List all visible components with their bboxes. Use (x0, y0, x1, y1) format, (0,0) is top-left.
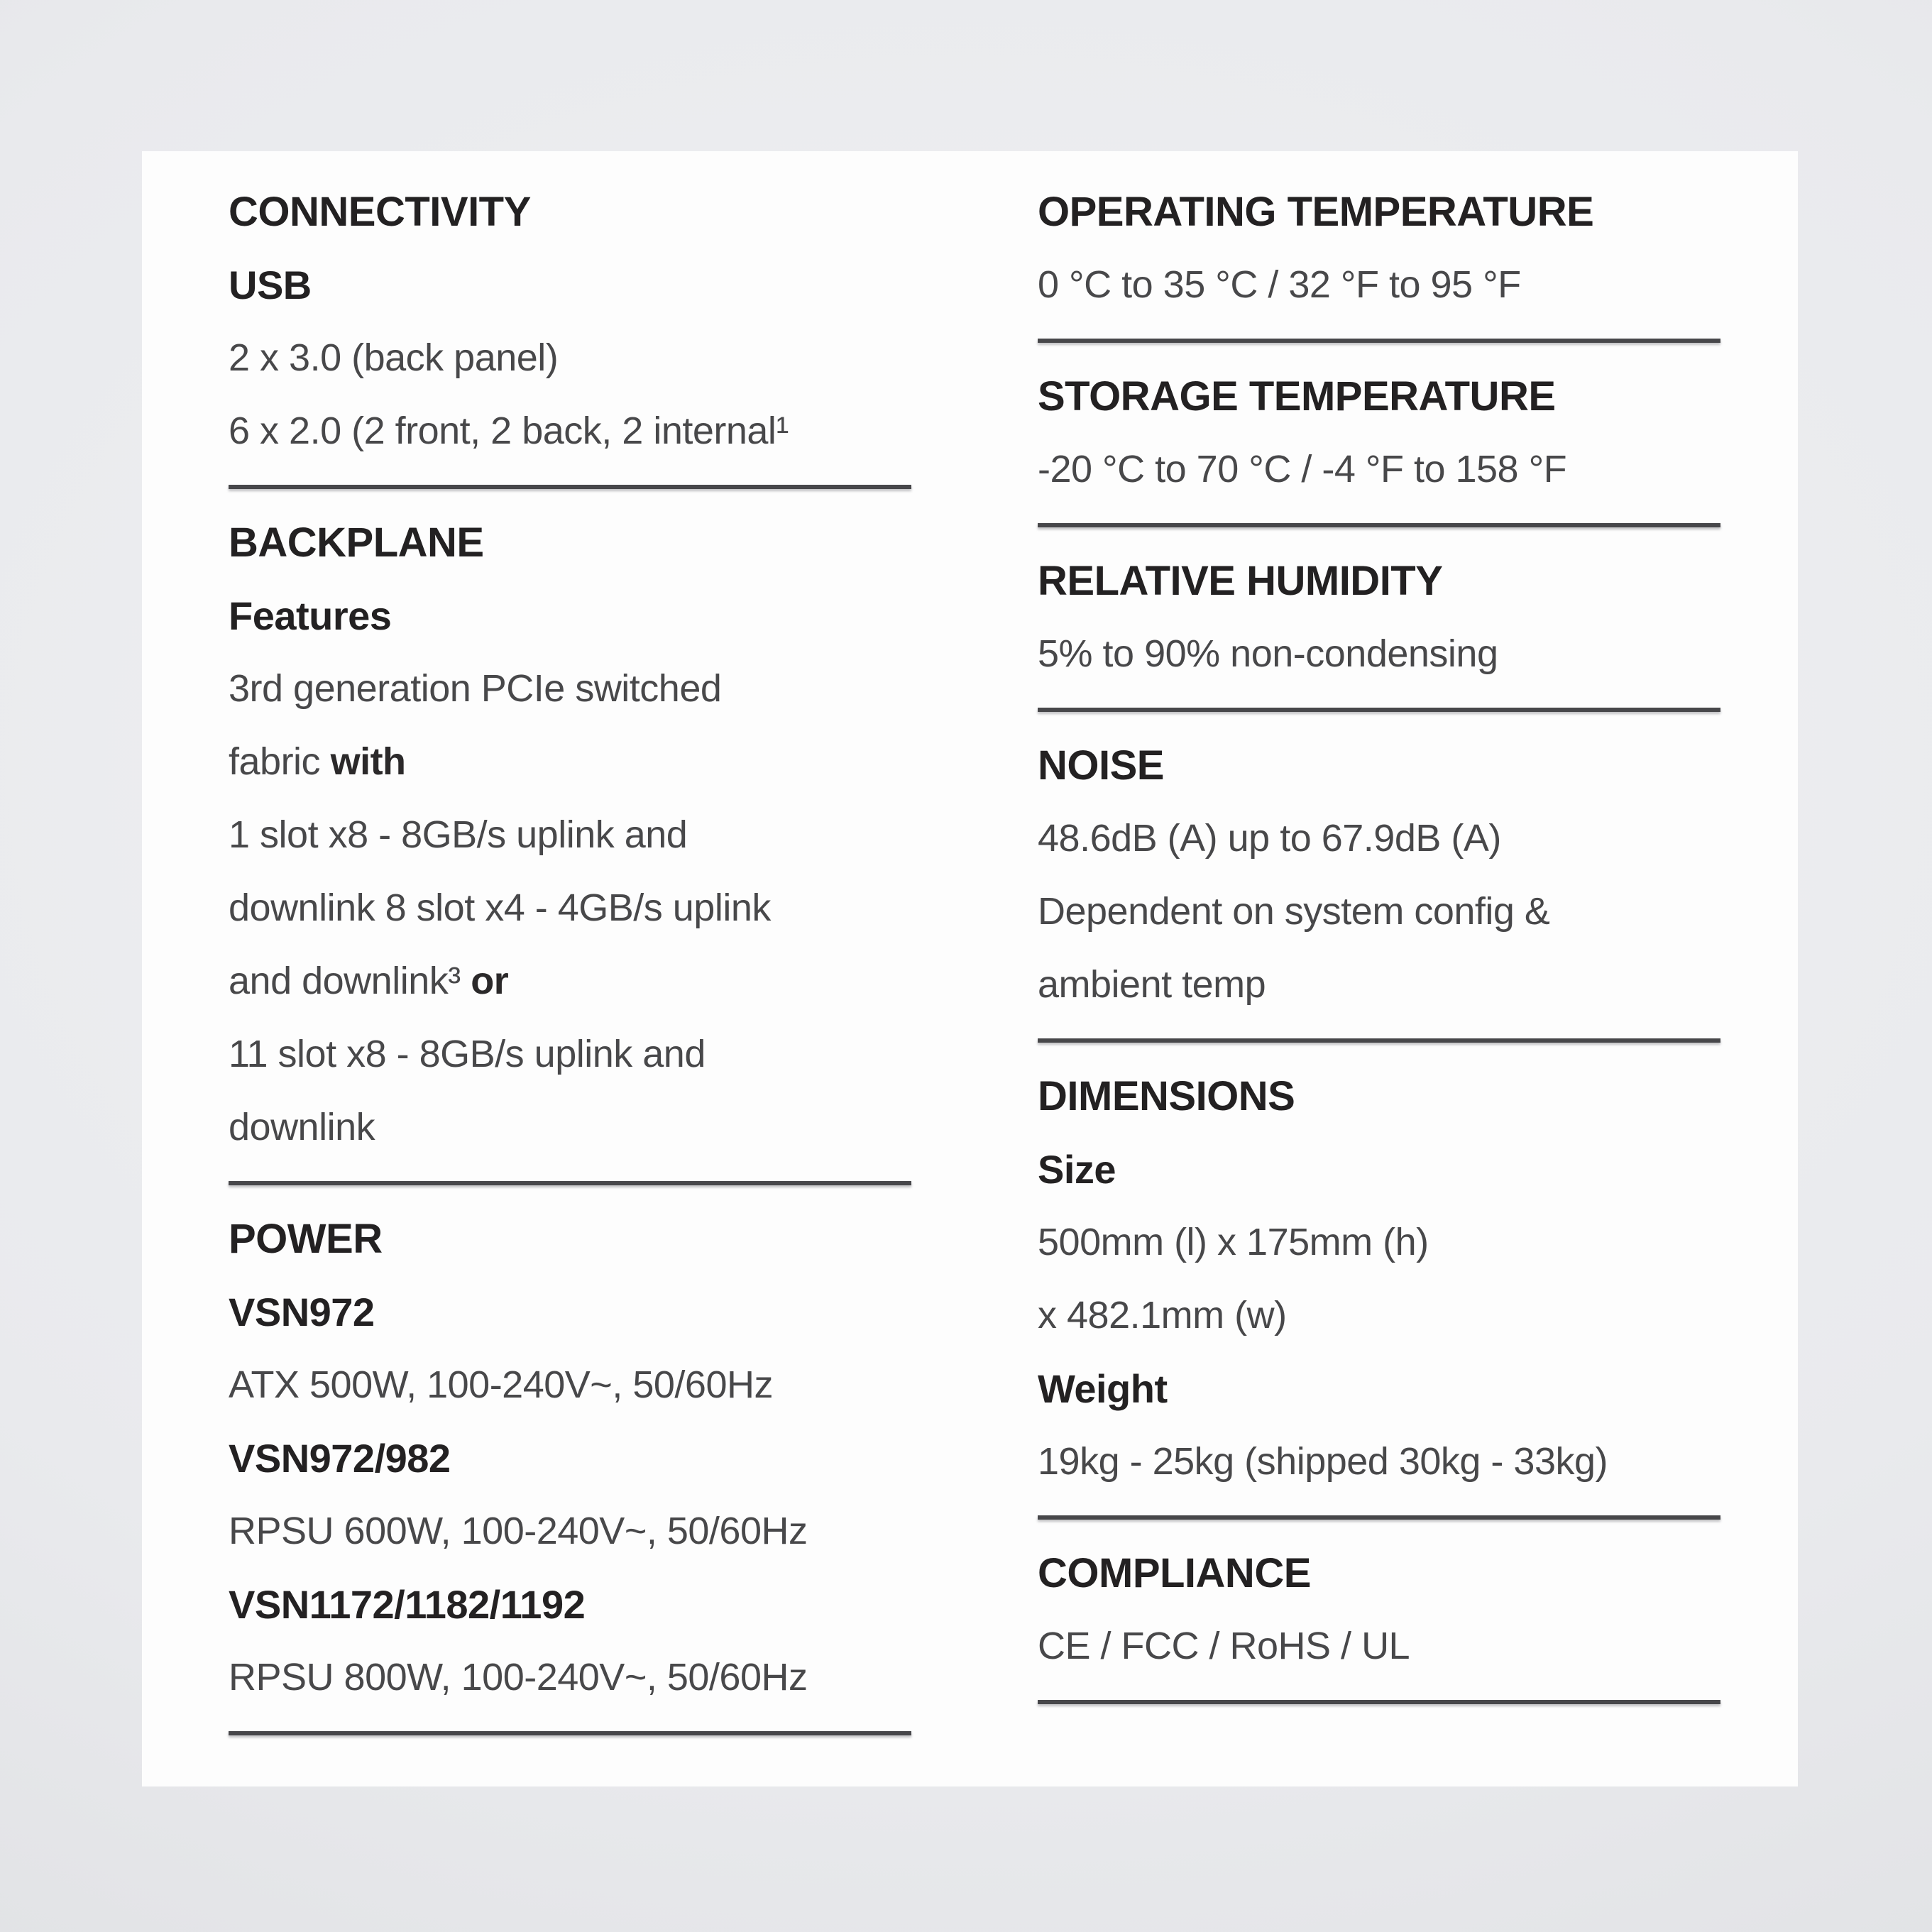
model-name: VSN1172/1182/1192 (229, 1582, 586, 1627)
section-relative-humidity (1038, 544, 1730, 691)
section-divider (1038, 339, 1720, 343)
model-name: VSN972 (229, 1290, 375, 1334)
section-noise (1038, 729, 1730, 1021)
spec-column-left (229, 175, 921, 1752)
spec-line: x 482.1mm (w) (1038, 1294, 1287, 1337)
model-spec: RPSU 600W, 100-240V~, 50/60Hz (229, 1510, 808, 1552)
spec-text-bold: with (330, 740, 406, 783)
section-heading: DIMENSIONS (1038, 1073, 1295, 1119)
spec-line: 3rd generation PCIe switched (229, 667, 722, 710)
section-heading: CONNECTIVITY (229, 189, 531, 235)
section-heading: POWER (229, 1216, 383, 1262)
section-operating-temperature (1038, 175, 1730, 322)
spec-text: fabric (229, 740, 331, 783)
spec-line (229, 725, 921, 798)
spec-line: 0 °C to 35 °C / 32 °F to 95 °F (1038, 263, 1521, 306)
subheading-usb: USB (229, 263, 312, 307)
section-divider (1038, 1515, 1720, 1520)
section-divider (1038, 708, 1720, 712)
subheading-size: Size (1038, 1147, 1116, 1192)
section-heading: NOISE (1038, 742, 1164, 789)
spec-line: 48.6dB (A) up to 67.9dB (A) (1038, 817, 1501, 860)
section-heading: RELATIVE HUMIDITY (1038, 558, 1443, 604)
spec-line: 19kg - 25kg (shipped 30kg - 33kg) (1038, 1440, 1608, 1483)
section-heading: BACKPLANE (229, 520, 484, 566)
section-heading: COMPLIANCE (1038, 1550, 1311, 1596)
model-spec: ATX 500W, 100-240V~, 50/60Hz (229, 1363, 773, 1406)
subheading-features: Features (229, 593, 392, 638)
spec-line: 2 x 3.0 (back panel) (229, 336, 559, 379)
spec-line: 11 slot x8 - 8GB/s uplink and (229, 1033, 706, 1075)
section-divider (229, 1181, 911, 1185)
spec-line: downlink 8 slot x4 - 4GB/s uplink (229, 887, 771, 929)
spec-line: CE / FCC / RoHS / UL (1038, 1625, 1410, 1667)
section-power (229, 1202, 921, 1714)
spec-line: 1 slot x8 - 8GB/s uplink and (229, 813, 688, 856)
spec-line (229, 945, 921, 1018)
section-heading: OPERATING TEMPERATURE (1038, 189, 1594, 235)
model-spec: RPSU 800W, 100-240V~, 50/60Hz (229, 1656, 808, 1698)
model-name: VSN972/982 (229, 1436, 451, 1481)
section-divider (1038, 523, 1720, 527)
section-compliance (1038, 1537, 1730, 1683)
spec-line: ambient temp (1038, 963, 1266, 1006)
spec-line: downlink (229, 1106, 375, 1148)
section-dimensions (1038, 1060, 1730, 1498)
spec-text-bold: or (471, 960, 509, 1002)
spec-line: -20 °C to 70 °C / -4 °F to 158 °F (1038, 448, 1567, 490)
spec-line: 500mm (l) x 175mm (h) (1038, 1221, 1429, 1263)
spec-line: 6 x 2.0 (2 front, 2 back, 2 internal¹ (229, 410, 789, 452)
section-divider (1038, 1038, 1720, 1043)
spec-column-right (1038, 175, 1730, 1721)
spec-line: 5% to 90% non-condensing (1038, 632, 1498, 675)
section-heading: STORAGE TEMPERATURE (1038, 373, 1556, 419)
spec-line: Dependent on system config & (1038, 890, 1550, 933)
section-backplane (229, 506, 921, 1164)
spec-text: and downlink³ (229, 960, 471, 1002)
section-divider (229, 485, 911, 489)
section-storage-temperature (1038, 360, 1730, 506)
section-connectivity (229, 175, 921, 468)
subheading-weight: Weight (1038, 1366, 1168, 1411)
section-divider (1038, 1700, 1720, 1704)
section-divider (229, 1731, 911, 1735)
spec-sheet-panel (142, 151, 1798, 1786)
